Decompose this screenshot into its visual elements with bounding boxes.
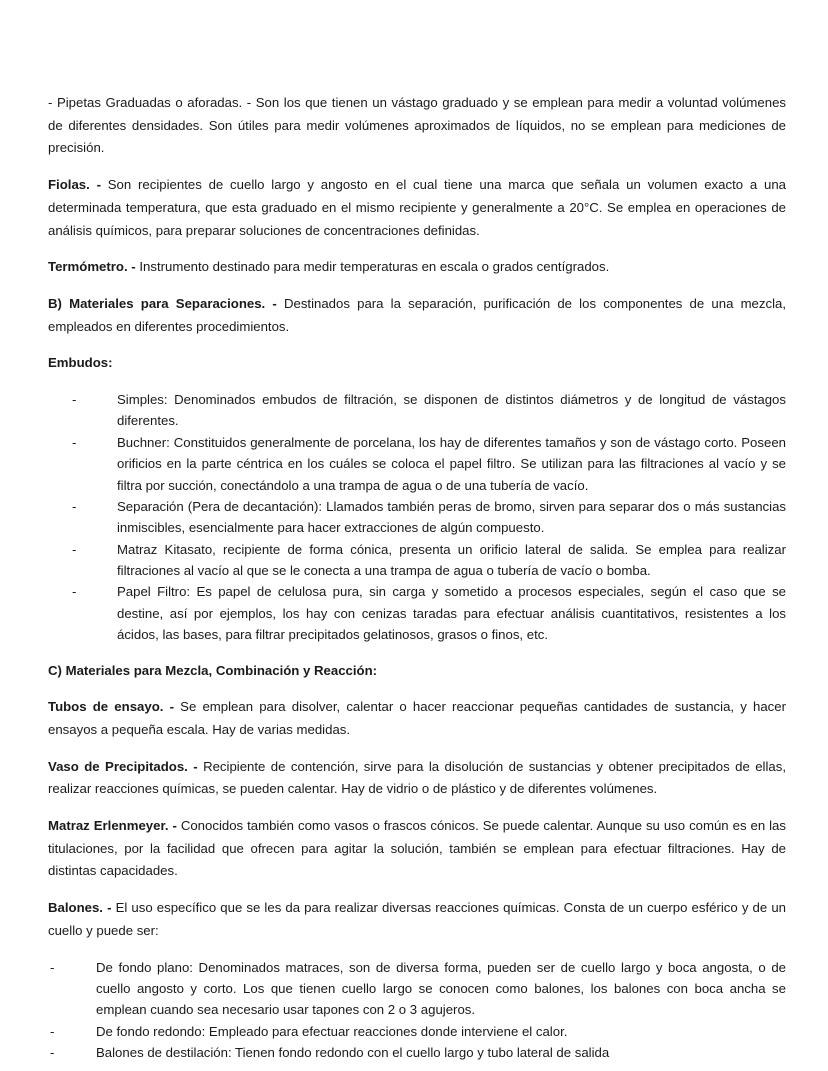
list-item: - De fondo redondo: Empleado para efectuar reacciones donde interviene el calor. [50,1021,786,1042]
list-item: - Buchner: Constituidos generalmente de porcelana, los hay de diferentes tamaños y son de vástago corto. Poseen orificios en la parte céntrica en los cuáles se coloca el papel filtro. Se utilizan para las filtraciones al vacío y se filtra por succión, conectándolo a una trampa de agua o de una tubería de vacío. [72,432,786,496]
list-item: - Balones de destilación: Tienen fondo redondo con el cuello largo y tubo lateral de salida [50,1042,786,1063]
lead-in-vaso-precipitados: Vaso de Precipitados. - [48,758,204,774]
paragraph-termometro-text: Instrumento destinado para medir temperaturas en escala o grados centígrados. [139,259,610,275]
paragraph-balones [48,897,786,942]
lead-in-tubos-ensayo: Tubos de ensayo. - [48,699,181,715]
heading-seccion-c: C) Materiales para Mezcla, Combinación y Reacción: [48,662,378,678]
paragraph-pipetas: - Pipetas Graduadas o aforadas. - Son los que tienen un vástago graduado y se emplean para medir a voluntad volúmenes de diferentes densidades. Son útiles para medir volúmenes aproximados de líquidos, no se emplean para mediciones de precisión. [48,95,786,156]
paragraph-termometro [48,256,786,279]
heading-embudos: Embudos: [48,355,113,371]
lead-in-seccion-b: B) Materiales para Separaciones. - [48,295,284,311]
paragraph-vaso-precipitados [48,756,786,801]
list-item: - De fondo plano: Denominados matraces, son de diversa forma, pueden ser de cuello largo y boca angosta, o de cuello angosto y corto. Los que tienen cuello largo se conocen como balones, los balones con boca ancha se emplean cuando sea necesario usar tapones con 2 o 3 agujeros. [50,957,786,1021]
paragraph-vaso-precipitados-text: Recipiente de contención, sirve para la disolución de sustancias y obtener precipitados de ellas, realizar reacciones químicas, se pueden calentar. Hay de vidrio o de plástico y de diferentes volúmenes. [48,758,786,797]
paragraph-tubos-ensayo-text: Se emplean para disolver, calentar o hacer reaccionar pequeñas cantidades de sustancia, y hacer ensayos a pequeña escala. Hay de varias medidas. [48,699,786,737]
lead-in-termometro: Termómetro. - [48,259,140,275]
paragraph-seccion-b [48,293,786,338]
list-item: - Simples: Denominados embudos de filtración, se disponen de distintos diámetros y de longitud de vástagos diferentes. [72,389,786,432]
list-balones [48,957,786,1064]
list-item: - Papel Filtro: Es papel de celulosa pura, sin carga y sometido a procesos especiales, según el caso que se destine, así por ejemplos, los hay con cenizas taradas para efectuar análisis cuantitativos, resistentes a los ácidos, las bases, para filtrar precipitados gelatinosos, grasos o finos, etc. [72,581,786,645]
paragraph-fiolas-text: Son recipientes de cuello largo y angosto en el cual tiene una marca que señala un volumen exacto a una determinada temperatura, que esta graduado en el mismo recipiente y generalmente a 20°C. Se emplea en operaciones de análisis químicos, para preparar soluciones de concentraciones definidas. [48,177,786,238]
list-item: - Separación (Pera de decantación): Llamados también peras de bromo, sirven para separar dos o más sustancias inmiscibles, esencialmente para hacer extracciones de algún compuesto. [72,496,786,539]
paragraph-fiolas [48,174,786,242]
paragraph-seccion-b-text: Destinados para la separación, purificación de los componentes de una mezcla, empleados en diferentes procedimientos. [48,295,787,334]
paragraph-matraz-erlenmeyer [48,815,786,883]
lead-in-fiolas: Fiolas. - [48,177,108,193]
paragraph-balones-text: El uso específico que se les da para realizar diversas reacciones químicas. Consta de un cuerpo esférico y de un cuello y puede ser: [48,900,786,938]
lead-in-matraz-erlenmeyer: Matraz Erlenmeyer. - [48,818,181,834]
lead-in-balones: Balones. - [48,900,116,916]
paragraph-tubos-ensayo [48,696,786,741]
paragraph-matraz-erlenmeyer-text: Conocidos también como vasos o frascos cónicos. Se puede calentar. Aunque su uso común es en las titulaciones, por la facilidad que ofrecen para agitar la solución, también se emplean para efectuar filtraciones. Hay de distintas capacidades. [48,818,786,879]
list-item: - Matraz Kitasato, recipiente de forma cónica, presenta un orificio lateral de salida. Se emplea para realizar filtraciones al vacío al que se le conecta a una trampa de agua o tubería de vacío o bomba. [72,539,786,582]
document-body [48,92,786,1063]
list-embudos [48,389,786,646]
